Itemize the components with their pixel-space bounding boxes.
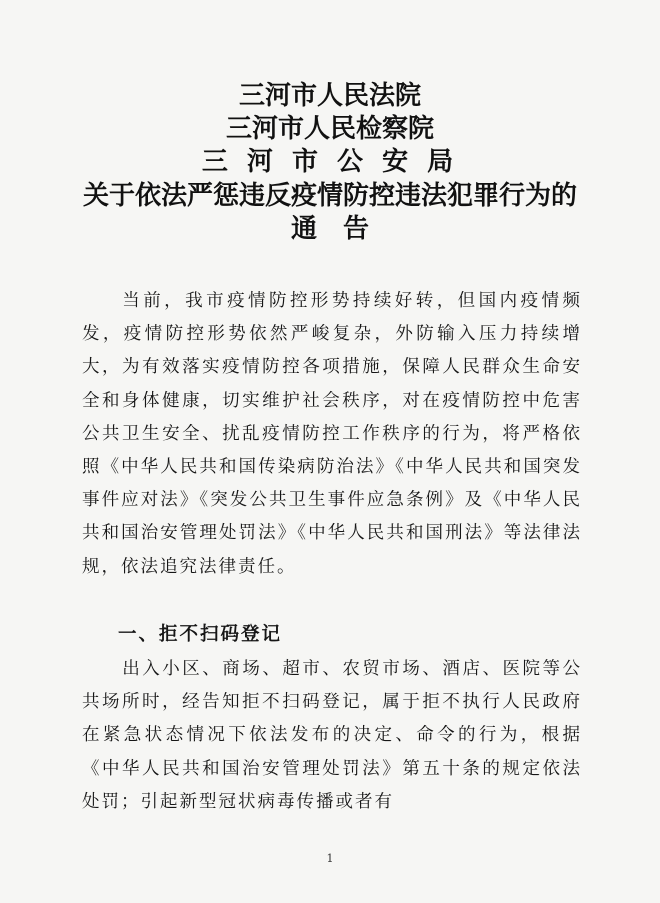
title-subject: 关于依法严惩违反疫情防控违法犯罪行为的: [82, 181, 577, 211]
title-police-bureau: 三 河 市 公 安 局: [201, 147, 459, 177]
section-paragraph: 出入小区、商场、超市、农贸市场、酒店、医院等公共场所时，经告知拒不扫码登记，属于拒不执行人民政府在紧急状态情况下依法发布的决定、命令的行为，根据《中华人民共和国治安管理处罚法》第五十条的规定依法处罚；引起新型冠状病毒传播或者有: [82, 659, 582, 812]
page-number: 1: [326, 852, 334, 865]
intro-paragraph: 当前，我市疫情防控形势持续好转，但国内疫情频发，疫情防控形势依然严峻复杂，外防输入压力持续增大，为有效落实疫情防控各项措施，保障人民群众生命安全和身体健康，切实维护社会秩序，对在疫情防控中危害公共卫生安全、扰乱疫情防控工作秩序的行为，将严格依照《中华人民共和国传染病防治法》《中华人民共和国突发事件应对法》《突发公共卫生事件应急条例》及《中华人民共和国治安管理处罚法》《中华人民共和国刑法》等法律法规，依法追究法律责任。: [82, 291, 582, 577]
title-procuratorate: 三河市人民检察院: [225, 114, 434, 144]
title-court: 三河市人民法院: [238, 81, 421, 111]
title-notice: 通告: [290, 214, 395, 244]
section-heading: 一、拒不扫码登记: [118, 624, 283, 645]
